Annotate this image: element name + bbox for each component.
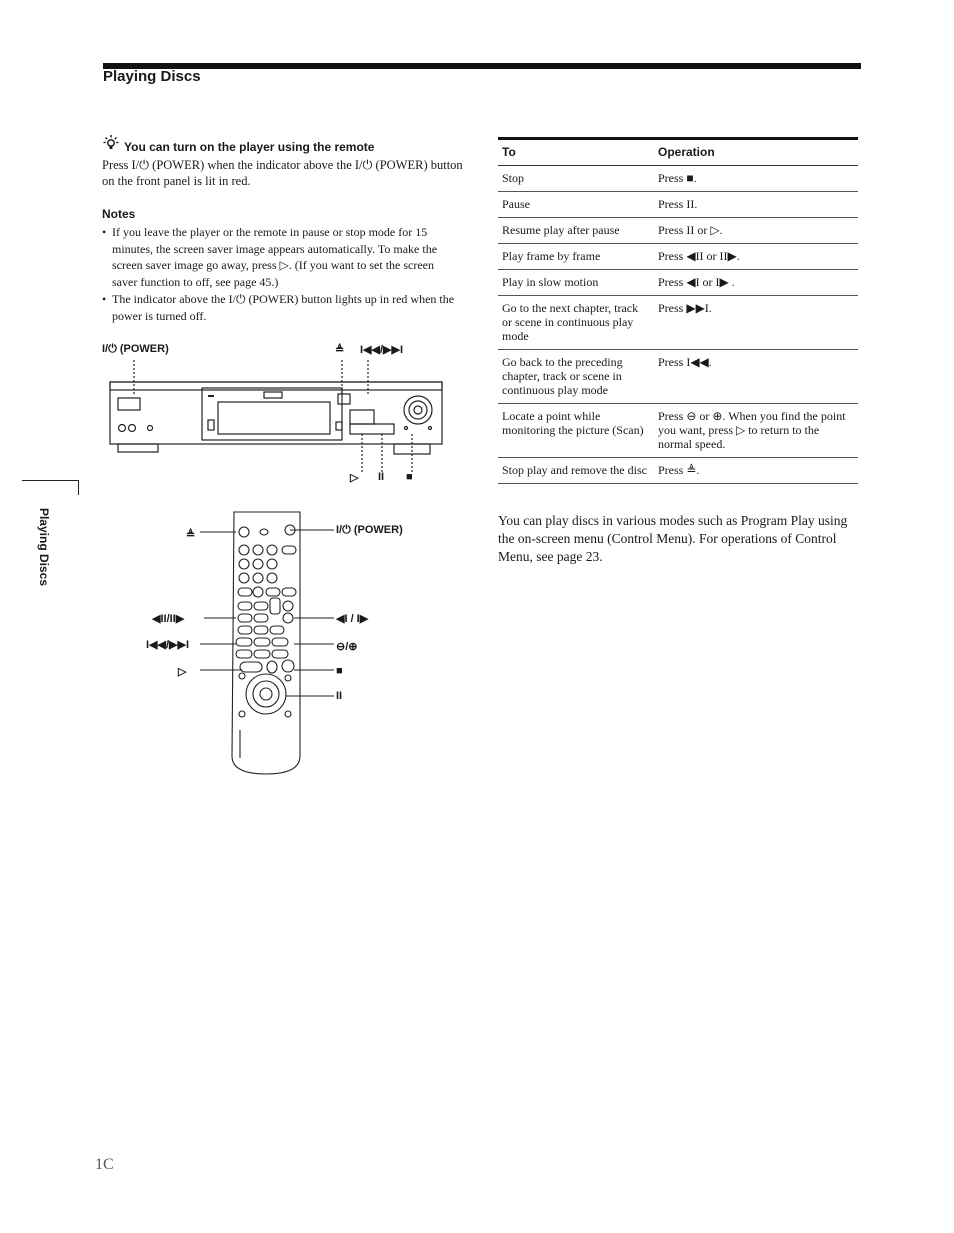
- table-cell: Press ▶▶I.: [654, 296, 858, 350]
- table-cell: Press ≜.: [654, 458, 858, 484]
- table-cell: Pause: [498, 192, 654, 218]
- page-number: 1C: [95, 1156, 114, 1173]
- table-row: [498, 350, 858, 404]
- table-row: [498, 458, 858, 484]
- remote-pause-label: II: [336, 690, 343, 702]
- table-cell: Play frame by frame: [498, 244, 654, 270]
- table-cell: Press ◀I or I▶ .: [654, 270, 858, 296]
- side-tab-label: Playing Discs: [37, 507, 51, 587]
- table-cell: Press II.: [654, 192, 858, 218]
- table-row: [498, 244, 858, 270]
- table-row: [498, 218, 858, 244]
- table-cell: Locate a point while monitoring the picture (Scan): [498, 404, 654, 458]
- note-item: • The indicator above the I/⏻ (POWER) button lights up in red when the power is turned off.: [102, 291, 462, 324]
- table-cell: Press ■.: [654, 166, 858, 192]
- remote-skip-label: I◀◀/▶▶I: [146, 639, 190, 651]
- operation-table: [498, 137, 858, 484]
- player-stop-label: ■: [406, 471, 413, 483]
- table-cell: Press II or ▷.: [654, 218, 858, 244]
- table-cell: Resume play after pause: [498, 218, 654, 244]
- dvd-player-illustration: [106, 360, 448, 480]
- table-row: [498, 296, 858, 350]
- table-cell: Go to the next chapter, track or scene in continuous play mode: [498, 296, 654, 350]
- table-header-to: To: [498, 139, 654, 166]
- remote-stop-label: ■: [336, 665, 343, 677]
- control-menu-paragraph: You can play discs in various modes such as Program Play using the on-screen menu (Control Menu). For operations of Control Menu, see page 23.: [498, 513, 848, 564]
- table-cell: Press I◀◀.: [654, 350, 858, 404]
- section-title: Playing Discs: [103, 68, 201, 85]
- player-pause-label: II: [378, 471, 385, 483]
- table-cell: Press ⊖ or ⊕. When you find the point you want, press ▷ to return to the normal speed.: [654, 404, 858, 458]
- table-header-row: [498, 139, 858, 166]
- lightbulb-icon: [102, 133, 120, 151]
- remote-control-illustration: [196, 508, 336, 778]
- side-tab-marker: [22, 480, 79, 495]
- header-rule: [103, 63, 861, 69]
- table-cell: Stop: [498, 166, 654, 192]
- tip-title: You can turn on the player using the remote: [124, 140, 375, 154]
- player-skip-label: I◀◀/▶▶I: [360, 344, 404, 356]
- table-row: [498, 192, 858, 218]
- note-item: • If you leave the player or the remote in pause or stop mode for 15 minutes, the screen saver image appears automatically. To make the screen saver image go away, press ▷. (If you want to set the screen saver function to off, see page 45.): [102, 224, 462, 290]
- player-eject-label: ≜: [335, 344, 345, 356]
- table-cell: Go back to the preceding chapter, track or scene in continuous play mode: [498, 350, 654, 404]
- table-row: [498, 270, 858, 296]
- table-cell: Play in slow motion: [498, 270, 654, 296]
- player-play-label: ▷: [350, 472, 359, 484]
- remote-play-label: ▷: [178, 666, 187, 678]
- remote-slow-label: ◀I / I▶: [336, 613, 369, 625]
- player-power-label: I/⏻ (POWER): [102, 343, 169, 355]
- remote-eject-label: ≜: [186, 529, 196, 541]
- notes-title: Notes: [102, 207, 136, 221]
- remote-power-label: I/⏻ (POWER): [336, 524, 403, 536]
- table-row: [498, 166, 858, 192]
- table-header-operation: Operation: [654, 139, 858, 166]
- remote-frame-label: ◀II/II▶: [152, 613, 185, 625]
- table-row: [498, 404, 858, 458]
- remote-scan-label: ⊖/⊕: [336, 641, 358, 653]
- notes-list: [102, 224, 462, 325]
- tip-body: Press I/⏻ (POWER) when the indicator above the I/⏻ (POWER) button on the front panel is lit in red.: [102, 158, 463, 188]
- table-cell: Press ◀II or II▶.: [654, 244, 858, 270]
- table-cell: Stop play and remove the disc: [498, 458, 654, 484]
